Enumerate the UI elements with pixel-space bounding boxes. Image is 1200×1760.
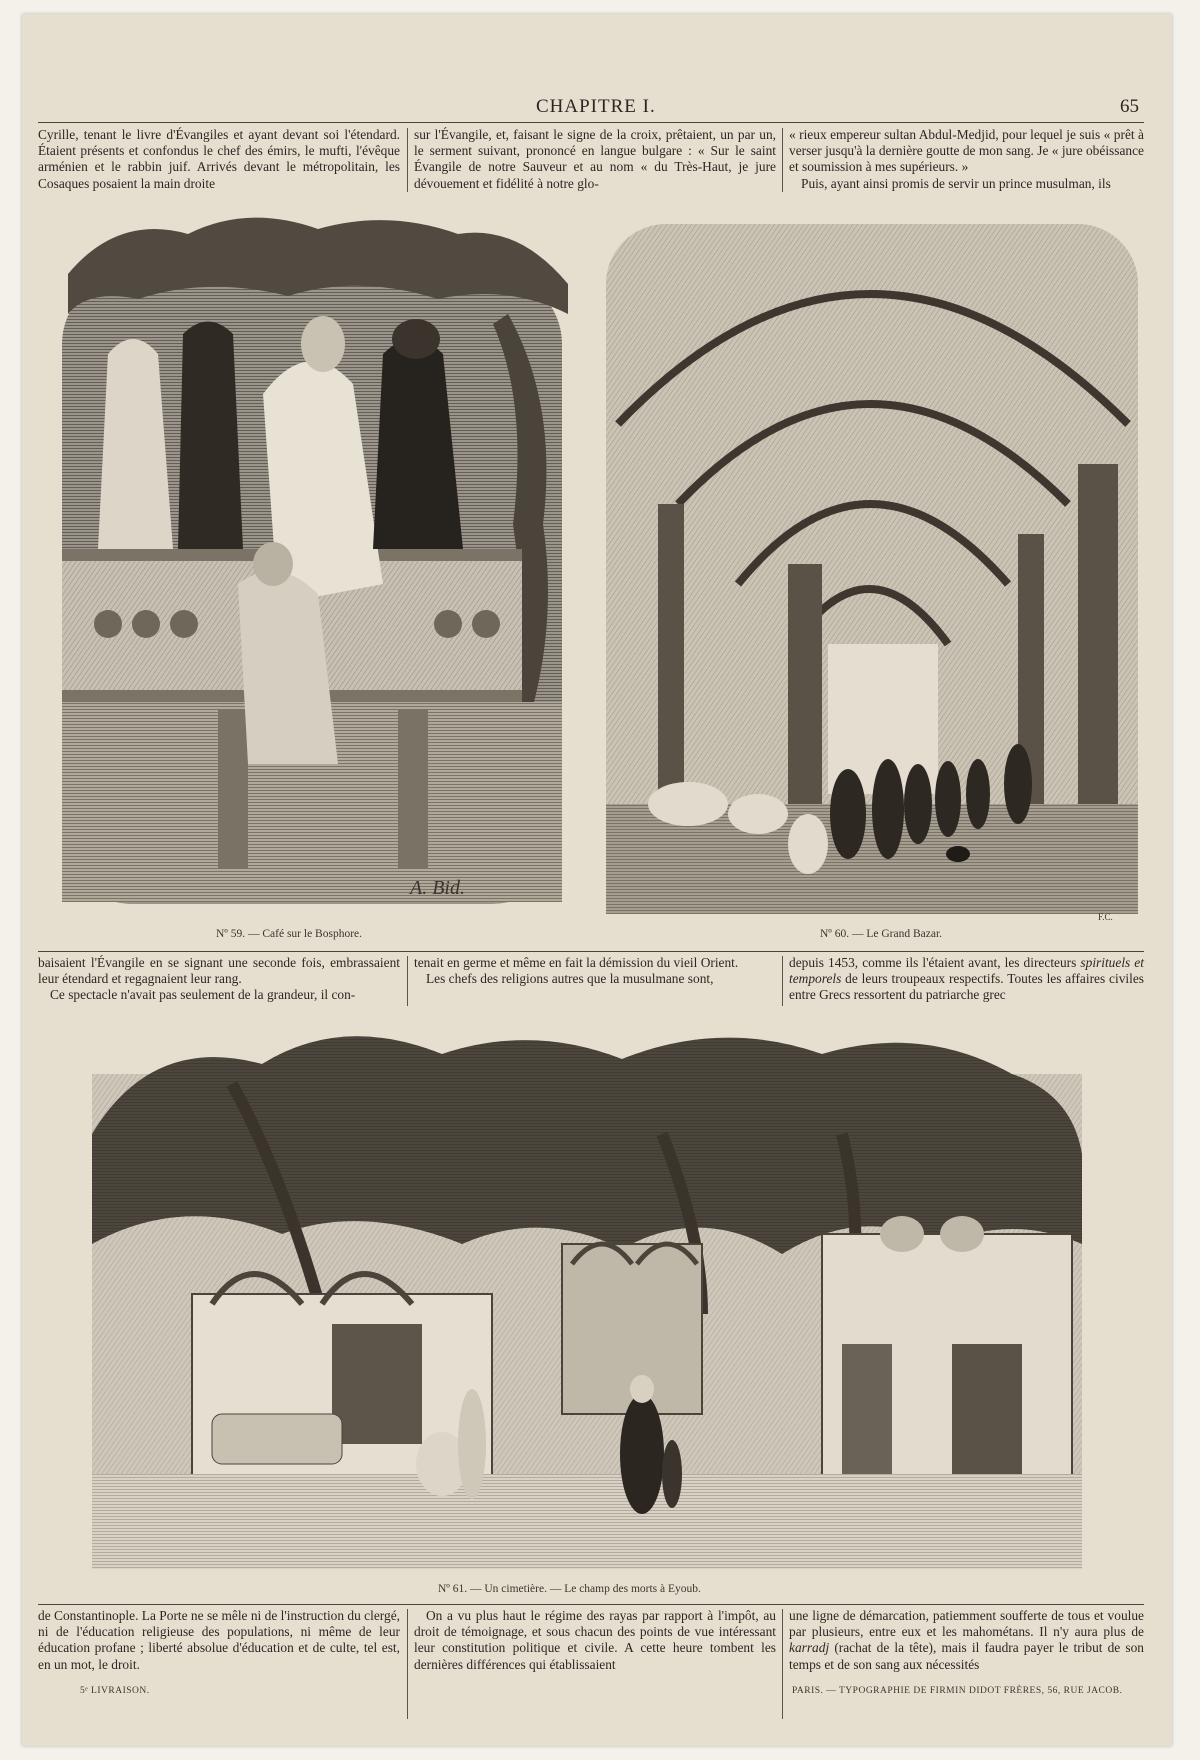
bottom-column-2-text: On a vu plus haut le régime des rayas par rapport à l'impôt, au droit de témoignage, et sous chacun des points de vue intéressant leur constitution politique et civile. A cette heure tombent les dernières différences qui établissaient: [414, 1608, 776, 1672]
column-divider: [782, 128, 783, 192]
middle-column-3-text-b: de leurs troupeaux respectifs. Toutes les affaires civiles entre Grecs ressortent du patriarche grec: [789, 971, 1144, 1003]
page-number: 65: [1120, 96, 1139, 117]
column-divider: [782, 1609, 783, 1719]
top-column-3-text: Puis, ayant ainsi promis de servir un prince musulman, ils: [801, 175, 1111, 191]
middle-column-1-text-2: Ce spectacle n'avait pas seulement de la grandeur, il con-: [50, 987, 356, 1003]
bottom-column-3-text: [789, 1608, 1144, 1673]
bottom-column-3-text-a: une ligne de démarcation, patiemment soufferte de tous et voulue par plusieurs, entre eux et les mahométans. Il n'y aura plus de: [789, 1608, 1144, 1640]
header-rule: [38, 122, 1144, 123]
footer-printer: PARIS. — TYPOGRAPHIE DE FIRMIN DIDOT FRÈRES, 56, RUE JACOB.: [792, 1686, 1123, 1696]
bottom-column-1: [38, 1608, 400, 1673]
column-divider: [782, 956, 783, 1006]
middle-rule: [38, 951, 1144, 952]
engraving-cimetiere-eyoub: [62, 1014, 1112, 1579]
middle-column-3: [789, 955, 1144, 1004]
middle-column-2-text-2: Les chefs des religions autres que la musulmane sont,: [426, 971, 714, 987]
middle-column-3-text: [789, 955, 1144, 1004]
top-column-3-quote: « rieux empereur sultan Abdul-Medjid, pour lequel je suis « prêt à verser jusqu'à la dernière goutte de mon sang. Je « jure obéissance et soumission à mes supérieurs. »: [789, 127, 1144, 175]
engraving-cimetiere-eyoub-art: [62, 1014, 1112, 1579]
caption-fig61: Nº 61. — Un cimetière. — Le champ des morts à Eyoub.: [438, 1583, 701, 1595]
column-divider: [407, 1609, 408, 1719]
middle-column-2-text: tenait en germe et même en fait la démission du vieil Orient.: [414, 955, 739, 970]
engraving-grand-bazar-art: [598, 204, 1146, 924]
bottom-column-3-italic: karradj: [789, 1640, 830, 1656]
engraving-grand-bazar: [598, 204, 1146, 924]
chapter-title: CHAPITRE I.: [536, 96, 656, 117]
column-divider: [407, 956, 408, 1006]
bottom-column-2: [414, 1608, 776, 1673]
engraving-cafe-bosphore-art: [38, 204, 576, 924]
bottom-column-3: [789, 1608, 1144, 1673]
top-column-2: [414, 127, 776, 192]
bottom-column-3-text-b: (rachat de la tête), mais il faudra payer le tribut de son temps et de son sang aux nécessités: [789, 1640, 1144, 1672]
bottom-rule: [38, 1604, 1144, 1605]
middle-column-3-italic: spirituels et temporels: [789, 955, 1144, 987]
artist-initials: F.C.: [1098, 912, 1113, 922]
middle-column-1-text: baisaient l'Évangile en se signant une seconde fois, embrassaient leur étendard et regagnaient leur rang.: [38, 955, 400, 987]
top-column-1-text: Cyrille, tenant le livre d'Évangiles et ayant devant soi l'étendard. Étaient présents et confondus le chef des émirs, le mufti, l'évêque arménien et le rabbin juif. Arrivés devant le métropolitain, les Cosaques posaient la main droite: [38, 127, 400, 191]
middle-column-3-text-a: depuis 1453, comme ils l'étaient avant, les directeurs: [789, 955, 1081, 970]
caption-fig59: Nº 59. — Café sur le Bosphore.: [216, 928, 363, 940]
top-column-3: [789, 127, 1144, 192]
middle-column-1: [38, 955, 400, 1004]
middle-column-2: [414, 955, 776, 987]
newspaper-page: [22, 14, 1172, 1746]
engraving-cafe-bosphore: [38, 204, 576, 924]
artist-signature: A. Bid.: [410, 877, 465, 899]
top-column-2-text: sur l'Évangile, et, faisant le signe de la croix, prêtaient, un par un, le serment suivant, prononcé en langue bulgare : « Sur le saint Évangile de notre Sauveur et au nom « du Très-Haut, je jure dévouement et fidélité à notre glo-: [414, 127, 776, 191]
caption-fig60: Nº 60. — Le Grand Bazar.: [820, 928, 943, 940]
bottom-column-1-text: de Constantinople. La Porte ne se mêle ni de l'instruction du clergé, ni de l'éducation religieuse des populations, ni même de leur éducation profane ; liberté absolue d'éducation et de culte, tel est, en un mot, le droit.: [38, 1608, 400, 1672]
footer-livraison: 5ᵉ LIVRAISON.: [80, 1686, 150, 1696]
column-divider: [407, 128, 408, 192]
top-column-1: [38, 127, 400, 192]
